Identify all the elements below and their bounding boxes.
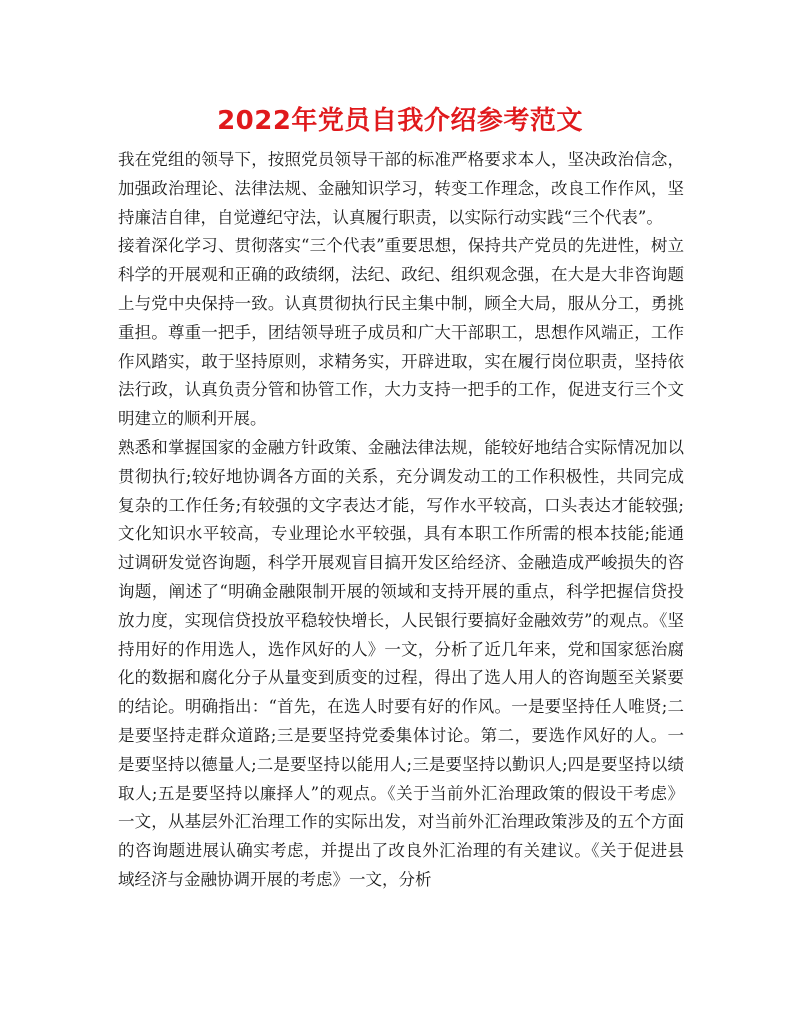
document-body <box>118 146 684 895</box>
paragraph-2: 接着深化学习、贯彻落实“三个代表”重要思想，保持共产党员的先进性，树立科学的开展观和正确的政绩纲，法纪、政纪、组织观念强，在大是大非咨询题上与党中央保持一致。认真贯彻执行民主集中制，顾全大局，服从分工，勇挑重担。尊重一把手，团结领导班子成员和广大干部职工，思想作风端正，工作作风踏实，敢于坚持原则，求精务实，开辟进取，实在履行岗位职责，坚持依法行政，认真负责分管和协管工作，大力支持一把手的工作，促进支行三个文明建立的顺利开展。 <box>118 236 684 429</box>
document-title: 2022年党员自我介绍参考范文 <box>217 106 583 136</box>
paragraph-3: 熟悉和掌握国家的金融方针政策、金融法律法规，能较好地结合实际情况加以贯彻执行;较好地协调各方面的关系，充分调发动工的工作积极性，共同完成复杂的工作任务;有较强的文字表达才能，写作水平较高，口头表达才能较强;文化知识水平较高，专业理论水平较强，具有本职工作所需的根本技能;能通过调研发觉咨询题，科学开展观盲目搞开发区给经济、金融造成严峻损失的咨询题，阐述了“明确金融限制开展的领域和支持开展的重点，科学把握信贷投放力度，实现信贷投放平稳较快增长，人民银行要搞好金融效劳”的观点。《坚持用好的作用选人，选作风好的人》一文，分析了近几年来，党和国家惩治腐化的数据和腐化分子从量变到质变的过程，得出了选人用人的咨询题至关紧要的结论。明确指出：“首先，在选人时要有好的作风。一是要坚持任人唯贤;二是要坚持走群众道路;三是要坚持党委集体讨论。第二，要选作风好的人。一是要坚持以德量人;二是要坚持以能用人;三是要坚持以勤识人;四是要坚持以绩取人;五是要坚持以廉择人”的观点。《关于当前外汇治理政策的假设干考虑》一文，从基层外汇治理工作的实际出发，对当前外汇治理政策涉及的五个方面的咨询题进展认确实考虑，并提出了改良外汇治理的有关建议。《关于促进县域经济与金融协调开展的考虑》一文，分析 <box>118 437 684 889</box>
paragraph-1: 我在党组的领导下，按照党员领导干部的标准严格要求本人，坚决政治信念，加强政治理论、法律法规、金融知识学习，转变工作理念，改良工作作风，坚持廉洁自律，自觉遵纪守法，认真履行职责，以实际行动实践“三个代表”。 <box>118 150 684 227</box>
